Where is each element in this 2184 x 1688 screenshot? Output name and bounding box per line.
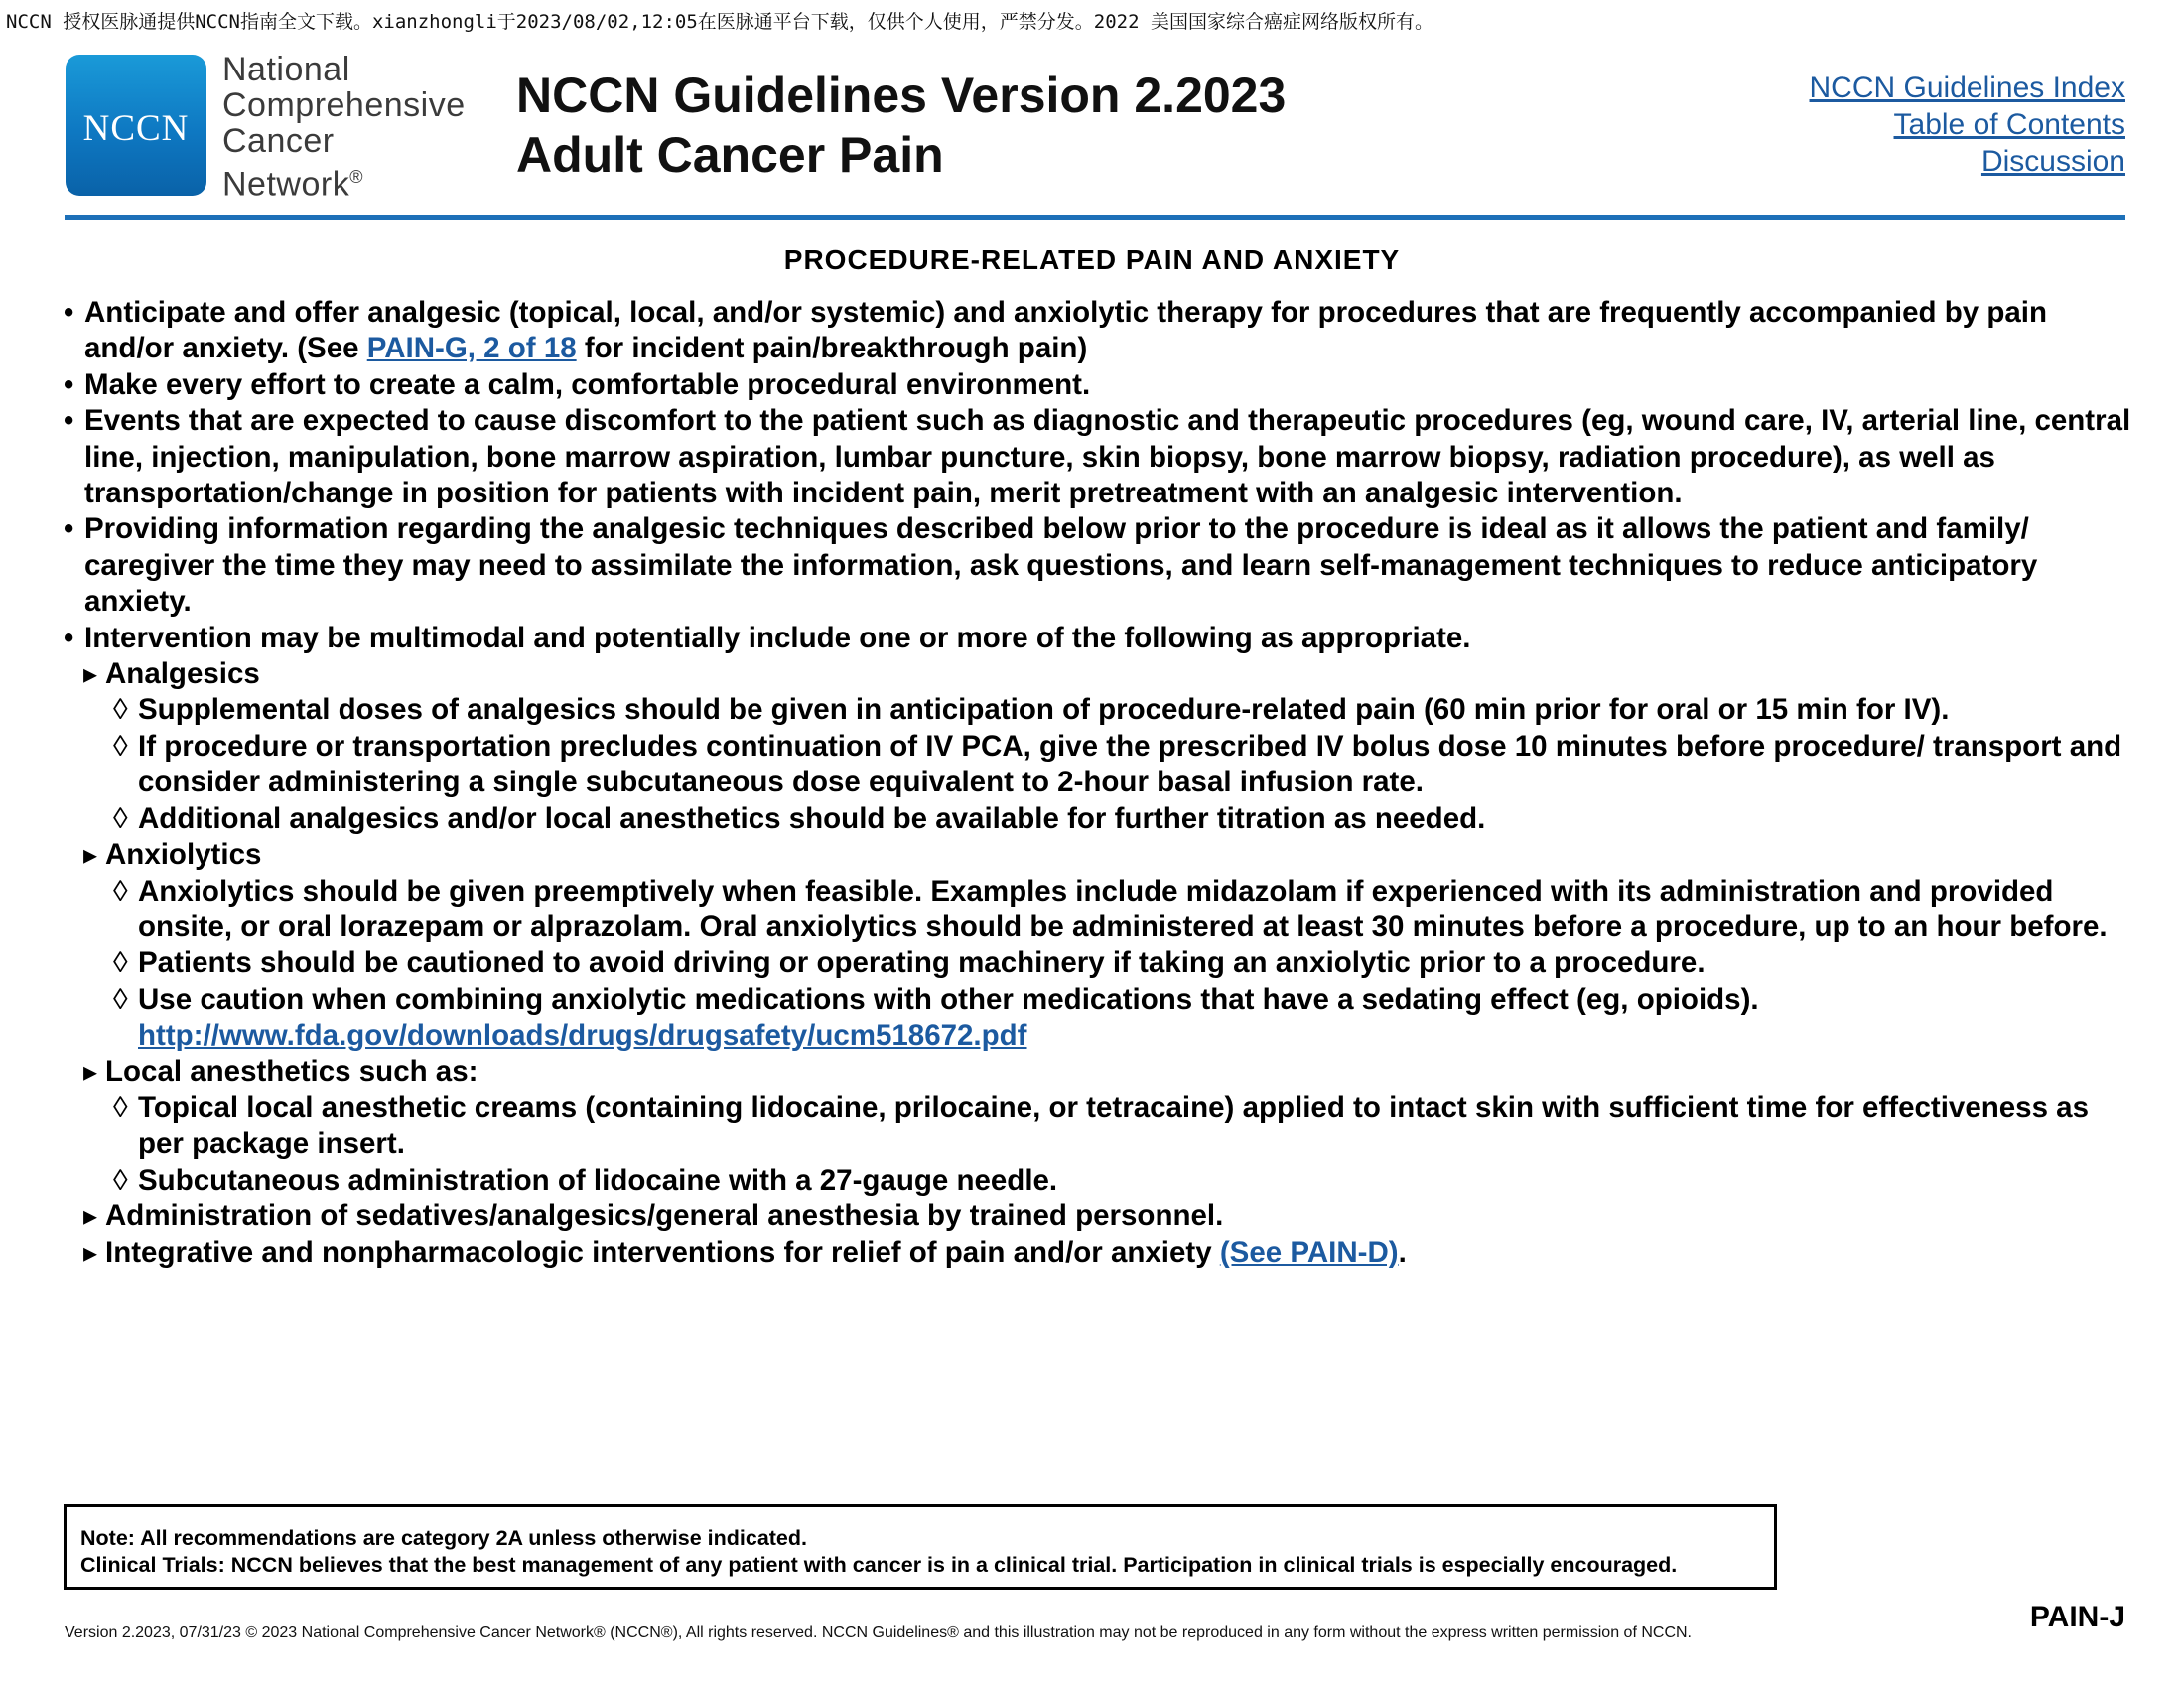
- bullet-item: • Providing information regarding the analgesic techniques described below prior to the procedure is ideal as it allows the patient and family/ caregiver the time they may need to assimilate the information, ask questions, and learn self-management techniques to reduce anticipatory anxiety.: [64, 511, 2133, 620]
- anxiolytics-item: ◊ Patients should be cautioned to avoid driving or operating machinery if taking an anxiolytic prior to a procedure.: [64, 945, 2133, 981]
- anxiolytics-item: ◊ Use caution when combining anxiolytic medications with other medications that have a sedating effect (eg, opioids). http://www.fda.gov/downloads/drugs/drugsafety/ucm518672.pdf: [64, 982, 2133, 1055]
- guidelines-index-link[interactable]: NCCN Guidelines Index: [1809, 71, 2125, 104]
- anxiolytics-item: ◊ Anxiolytics should be given preemptively when feasible. Examples include midazolam if experienced with its administration and provided onsite, or oral lorazepam or alprazolam. Oral anxiolytics should be administered at least 30 minutes before a procedure, up to an hour before.: [64, 874, 2133, 946]
- integrative-item: ▸ Integrative and nonpharmacologic interventions for relief of pain and/or anxiety (See PAIN-D).: [64, 1235, 2133, 1271]
- pain-d-link[interactable]: (See PAIN-D): [1219, 1235, 1399, 1269]
- category-note: Note: All recommendations are category 2A unless otherwise indicated.: [80, 1526, 807, 1550]
- local-anesthetics-item: ◊ Topical local anesthetic creams (containing lidocaine, prilocaine, or tetracaine) applied to intact skin with sufficient time for effectiveness as per package insert.: [64, 1090, 2133, 1163]
- section-title: PROCEDURE-RELATED PAIN AND ANXIETY: [783, 244, 1401, 275]
- note-box: [64, 1504, 1777, 1590]
- analgesics-item: ◊ Additional analgesics and/or local anesthetics should be available for further titration as needed.: [64, 801, 2133, 837]
- pain-g-link[interactable]: PAIN-G, 2 of 18: [366, 332, 577, 365]
- table-of-contents-link[interactable]: Table of Contents: [1893, 108, 2125, 141]
- guideline-nav: [1810, 70, 2125, 180]
- fda-drug-safety-link[interactable]: http://www.fda.gov/downloads/drugs/drugsafety/ucm518672.pdf: [138, 1019, 1027, 1053]
- organization-name: [222, 52, 466, 202]
- download-watermark: NCCN 授权医脉通提供NCCN指南全文下载。xianzhongli于2023/08/02,12:05在医脉通平台下载，仅供个人使用，严禁分发。2022 美国国家综合癌症网络版权所有。: [6, 11, 1434, 33]
- discussion-link[interactable]: Discussion: [1980, 145, 2125, 178]
- analgesics-heading: ▸ Analgesics: [64, 656, 2133, 692]
- logo-text: NCCN: [82, 107, 190, 149]
- bullet-item: • Anticipate and offer analgesic (topical, local, and/or systemic) and anxiolytic therapy for procedures that are frequently accompanied by pain and/or anxiety. (See PAIN-G, 2 of 18 for incident pain/breakthrough pain): [64, 295, 2133, 367]
- bullet-item: • Events that are expected to cause discomfort to the patient such as diagnostic and therapeutic procedures (eg, wound care, IV, arterial line, central line, injection, manipulation, bone marrow aspiration, lumbar puncture, skin biopsy, bone marrow biopsy, radiation procedure), as well as transportation/change in position for patients with incident pain, merit pretreatment with an analgesic intervention.: [64, 403, 2133, 511]
- registered-mark: ®: [349, 167, 363, 187]
- copyright-notice: Version 2.2023, 07/31/23 © 2023 National Comprehensive Cancer Network® (NCCN®), All rights reserved. NCCN Guidelines® and this illustration may not be reproduced in any form without the express written permission of NCCN.: [65, 1624, 1692, 1641]
- local-anesthetics-item: ◊ Subcutaneous administration of lidocaine with a 27-gauge needle.: [64, 1163, 2133, 1198]
- local-anesthetics-heading: ▸ Local anesthetics such as:: [64, 1055, 2133, 1090]
- anxiolytics-heading: ▸ Anxiolytics: [64, 837, 2133, 873]
- clinical-trials-note: Clinical Trials: NCCN believes that the best management of any patient with cancer is in a clinical trial. Participation in clinical trials is especially encouraged.: [80, 1553, 1678, 1577]
- guideline-version: NCCN Guidelines Version 2.2023: [516, 68, 1287, 123]
- page-identifier: PAIN-J: [2029, 1601, 2125, 1633]
- sedatives-item: ▸ Administration of sedatives/analgesics/general anesthesia by trained personnel.: [64, 1198, 2133, 1234]
- header-divider: [65, 215, 2125, 220]
- recommendations-body: [64, 295, 2133, 1271]
- bullet-item: • Make every effort to create a calm, comfortable procedural environment.: [64, 367, 2133, 403]
- org-line: Cancer: [222, 122, 335, 160]
- page-title: [516, 66, 1286, 185]
- analgesics-item: ◊ If procedure or transportation precludes continuation of IV PCA, give the prescribed IV bolus dose 10 minutes before procedure/ transport and consider administering a single subcutaneous dose equivalent to 2-hour basal infusion rate.: [64, 729, 2133, 801]
- bullet-item: • Intervention may be multimodal and potentially include one or more of the following as appropriate.: [64, 621, 2133, 656]
- org-line: National: [222, 51, 350, 88]
- nccn-logo: [66, 55, 206, 196]
- org-line: Comprehensive: [222, 86, 466, 124]
- guideline-topic: Adult Cancer Pain: [516, 127, 944, 183]
- analgesics-item: ◊ Supplemental doses of analgesics should be given in anticipation of procedure-related pain (60 min prior for oral or 15 min for IV).: [64, 692, 2133, 728]
- org-line: Network®: [222, 165, 363, 204]
